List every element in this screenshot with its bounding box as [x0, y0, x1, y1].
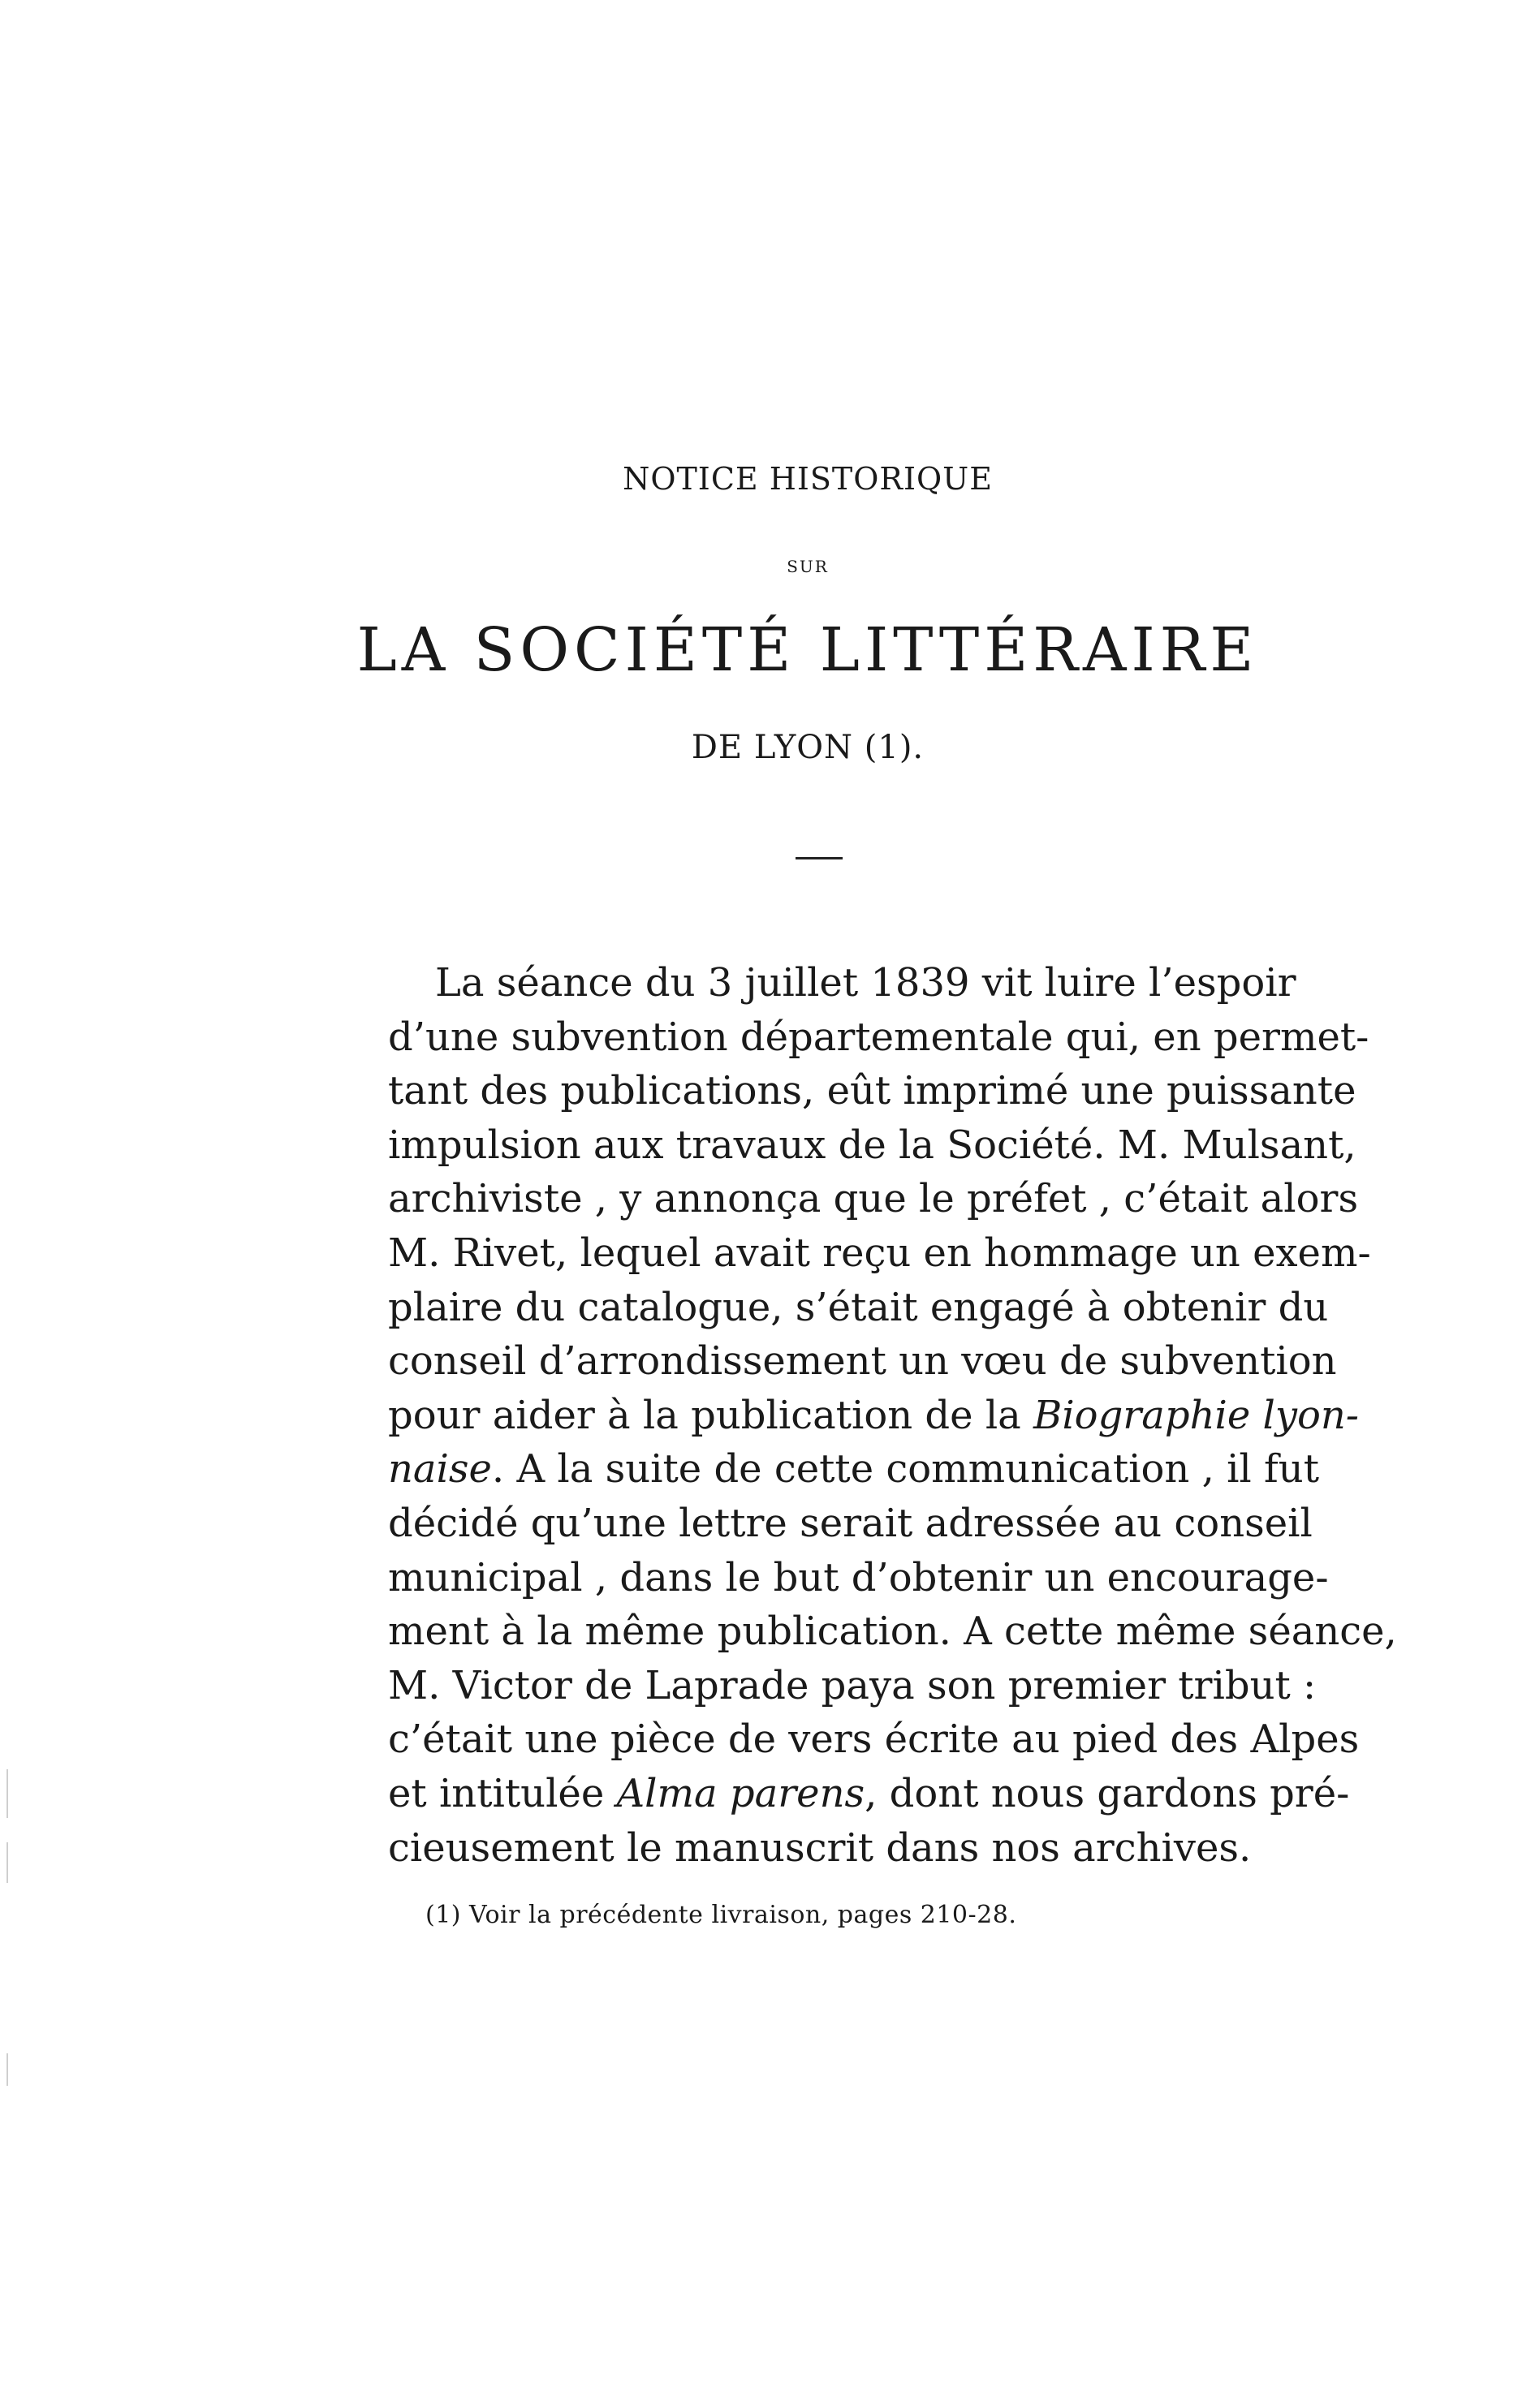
footnote: (1) Voir la précédente livraison, pages 210-28.: [425, 1901, 1017, 1929]
body-line: conseil d’arrondissement un vœu de subvention: [388, 1338, 1337, 1385]
body-line: M. Victor de Laprade paya son premier tribut :: [388, 1662, 1317, 1708]
scan-margin-mark: [6, 1769, 8, 1818]
body-line: d’une subvention départementale qui, en permet-: [388, 1014, 1369, 1060]
body-line: c’était une pièce de vers écrite au pied des Alpes: [388, 1717, 1360, 1763]
body-line: décidé qu’une lettre serait adressée au conseil: [388, 1500, 1313, 1546]
body-line: plaire du catalogue, s’était engagé à obtenir du: [388, 1284, 1329, 1330]
body-line: municipal , dans le but d’obtenir un encourage-: [388, 1554, 1329, 1600]
body-line: [388, 1389, 1360, 1443]
scan-margin-mark: [6, 1842, 8, 1883]
body-text-run: , dont nous gardons pré-: [865, 1770, 1350, 1816]
body-line: cieusement le manuscrit dans nos archives.: [388, 1824, 1252, 1871]
page-title: LA SOCIÉTÉ LITTÉRAIRE: [356, 615, 1259, 685]
connector-word: SUR: [787, 557, 829, 576]
body-line: M. Rivet, lequel avait reçu en hommage un exem-: [388, 1230, 1371, 1276]
italic-title-run: naise: [388, 1446, 492, 1493]
scan-margin-mark: [6, 2053, 8, 2086]
body-line: [388, 1442, 1320, 1497]
body-line: ment à la même publication. A cette même séance,: [388, 1609, 1397, 1655]
page-subtitle: DE LYON (1).: [691, 729, 925, 766]
body-paragraph: [388, 956, 1397, 1875]
body-line: impulsion aux travaux de la Société. M. Mulsant,: [388, 1122, 1356, 1168]
body-line: tant des publications, eût imprimé une puissante: [388, 1068, 1356, 1114]
body-text-run: et intitulée: [388, 1770, 617, 1816]
body-line: archiviste , y annonça que le préfet , c’était alors: [388, 1176, 1359, 1222]
italic-title-run: Alma parens: [616, 1770, 865, 1816]
body-line: [388, 1767, 1350, 1821]
body-line: La séance du 3 juillet 1839 vit luire l’espoir: [435, 960, 1296, 1006]
section-divider: [796, 857, 843, 859]
notice-kicker: NOTICE HISTORIQUE: [623, 461, 993, 497]
body-text-run: . A la suite de cette communication , il fut: [491, 1446, 1320, 1493]
body-text-run: pour aider à la publication de la: [388, 1392, 1034, 1438]
italic-title-run: Biographie lyon-: [1033, 1392, 1360, 1438]
